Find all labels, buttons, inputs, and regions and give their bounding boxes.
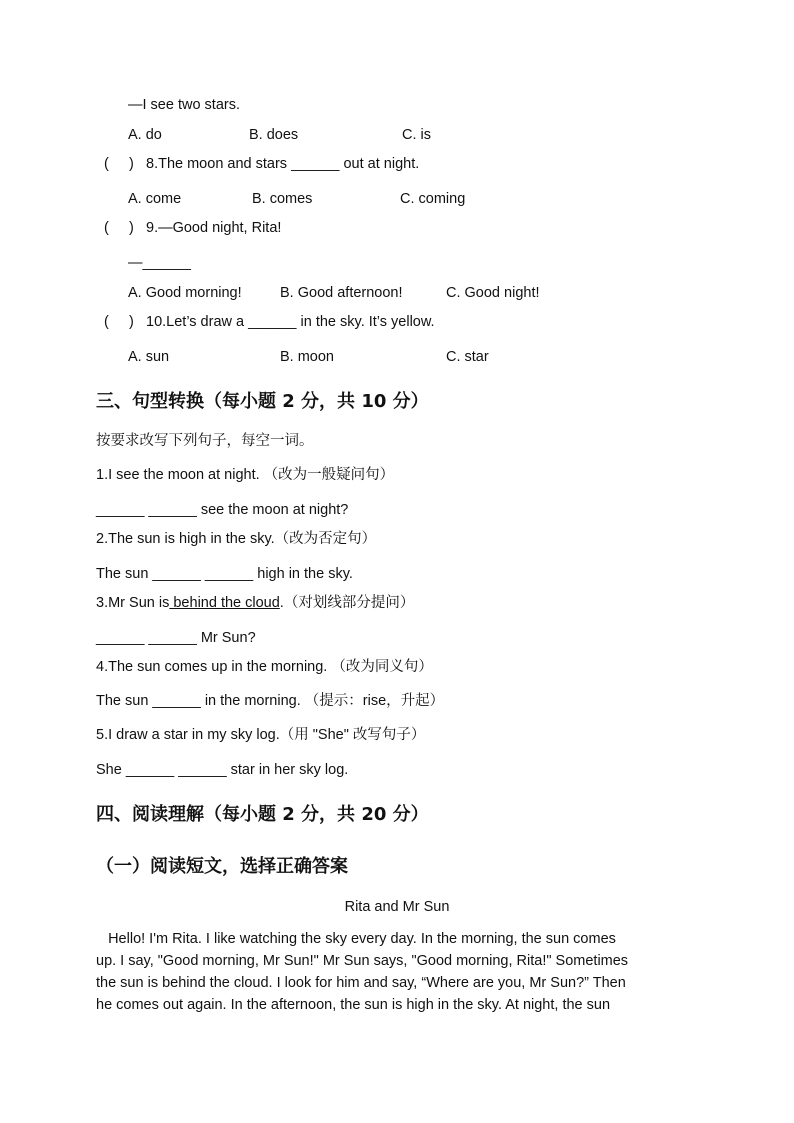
passage-line: he comes out again. In the afternoon, the sun is high in the sky. At night, the sun — [96, 997, 611, 1013]
s3-item3-prompt-before: 3.Mr Sun is — [96, 595, 170, 611]
section4-title: 四、阅读理解（每小题 2 分，共 20 分） — [96, 804, 429, 825]
s3-item3-prompt — [96, 596, 414, 611]
s3-item3-answer[interactable]: ______ ______ Mr Sun? — [96, 630, 256, 646]
s3-item2-prompt: 2.The sun is high in the sky.（改为否定句） — [96, 531, 377, 547]
q10-option-a: A. sun — [128, 349, 170, 365]
q8-option-c: C. coming — [400, 191, 466, 207]
q8-option-b: B. comes — [252, 191, 313, 207]
s3-item4-prompt: 4.The sun comes up in the morning. （改为同义句） — [96, 659, 433, 675]
section3-title: 三、句型转换（每小题 2 分，共 10 分） — [96, 391, 429, 412]
s3-item3-prompt-after: .（对划线部分提问） — [279, 595, 415, 611]
passage — [96, 928, 688, 1016]
q7-option-b: B. does — [249, 127, 299, 143]
q10-option-b: B. moon — [280, 349, 334, 365]
s3-item1-answer[interactable]: ______ ______ see the moon at night? — [96, 502, 349, 518]
s3-item4-answer[interactable]: The sun ______ in the morning. （提示：rise，升起） — [96, 693, 445, 709]
s3-item3-underlined-part: behind the cloud — [169, 595, 280, 611]
passage-line: the sun is behind the cloud. I look for him and say, “Where are you, Mr Sun?” Then — [96, 975, 626, 991]
q8-stem: 8.The moon and stars ______ out at night. — [146, 156, 420, 172]
s3-item5-prompt: 5.I draw a star in my sky log.（用 "She" 改写句子） — [96, 727, 426, 743]
q8-option-a: A. come — [128, 191, 182, 207]
q7-answer-line: —I see two stars. — [128, 97, 241, 113]
section3-instruction: 按要求改写下列句子，每空一词。 — [96, 433, 314, 449]
q8-bracket[interactable]: ( ) — [104, 156, 134, 172]
q10-bracket[interactable]: ( ) — [104, 314, 134, 330]
q7-option-a: A. do — [128, 127, 162, 143]
passage-line: up. I say, "Good morning, Mr Sun!" Mr Sun says, "Good morning, Rita!" Sometimes — [96, 953, 629, 969]
section4-subtitle: （一）阅读短文，选择正确答案 — [96, 856, 348, 877]
passage-title: Rita and Mr Sun — [344, 899, 450, 915]
q9-stem: 9.—Good night, Rita! — [146, 220, 282, 236]
q9-option-b: B. Good afternoon! — [280, 285, 403, 301]
s3-item5-answer[interactable]: She ______ ______ star in her sky log. — [96, 762, 349, 778]
q10-option-c: C. star — [446, 349, 489, 365]
q9-answer-line: —______ — [128, 255, 191, 271]
s3-item2-answer[interactable]: The sun ______ ______ high in the sky. — [96, 566, 353, 582]
passage-line: Hello! I'm Rita. I like watching the sky every day. In the morning, the sun comes — [96, 931, 616, 947]
q9-option-c: C. Good night! — [446, 285, 540, 301]
s3-item1-prompt: 1.I see the moon at night. （改为一般疑问句） — [96, 467, 395, 483]
q9-bracket[interactable]: ( ) — [104, 220, 134, 236]
q10-stem: 10.Let’s draw a ______ in the sky. It’s yellow. — [146, 314, 435, 330]
q7-option-c: C. is — [402, 127, 431, 143]
q9-option-a: A. Good morning! — [128, 285, 242, 301]
